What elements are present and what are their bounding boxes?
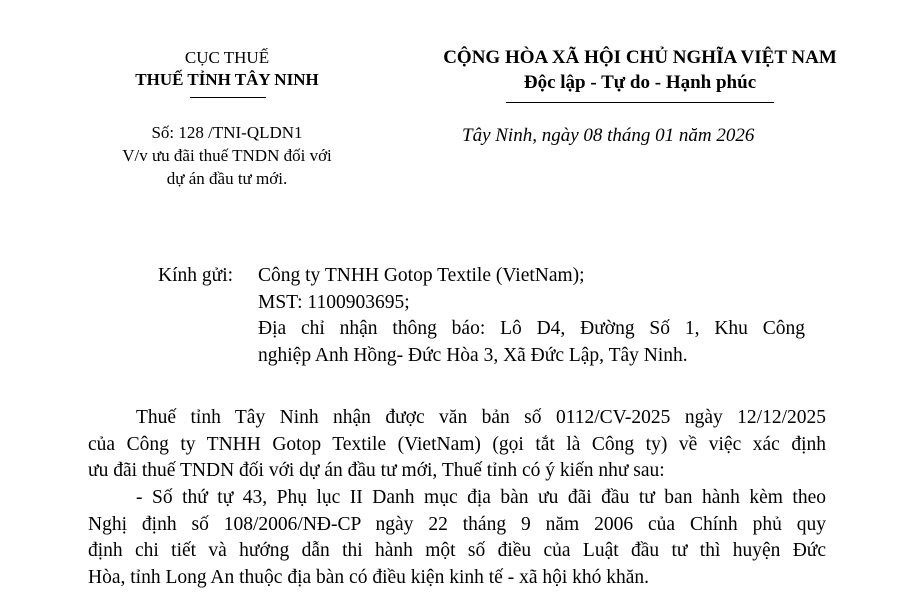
recipient-tax-code: MST: 1100903695; (258, 292, 410, 313)
body-paragraph-1-line: của Công ty TNHH Gotop Textile (VietNam) (gọi tắt là Công ty) về việc xác định (88, 433, 826, 455)
country-name: CỘNG HÒA XÃ HỘI CHỦ NGHĨA VIỆT NAM (443, 47, 837, 68)
subject-line-2: dự án đầu tư mới. (166, 169, 288, 188)
document-number: Số: 128 /TNI-QLDN1 (151, 123, 303, 142)
recipient-label: Kính gửi: (158, 265, 234, 286)
national-motto: Độc lập - Tự do - Hạnh phúc (523, 72, 757, 93)
recipient-address-line-1: Địa chỉ nhận thông báo: Lô D4, Đường Số 1, Khu Công (258, 318, 805, 339)
agency-underline (190, 97, 266, 98)
body-paragraph-2-line: - Số thứ tự 43, Phụ lục II Danh mục địa bàn ưu đãi đầu tư ban hành kèm theo (136, 487, 826, 508)
agency-name: THUẾ TỈNH TÂY NINH (135, 70, 319, 89)
place-and-date: Tây Ninh, ngày 08 tháng 01 năm 2026 (462, 125, 755, 146)
recipient-address-line-2: nghiệp Anh Hồng- Đức Hòa 3, Xã Đức Lập, Tây Ninh. (258, 345, 688, 366)
motto-underline (506, 102, 774, 103)
body-paragraph-2-line: Nghị định số 108/2006/NĐ-CP ngày 22 tháng 9 năm 2006 của Chính phủ quy (88, 513, 826, 535)
body-paragraph-1 (88, 405, 826, 485)
agency-parent: CỤC THUẾ (184, 48, 270, 67)
body-paragraph-1-line: Thuế tỉnh Tây Ninh nhận được văn bản số 0112/CV-2025 ngày 12/12/2025 (136, 407, 826, 428)
recipient-company: Công ty TNHH Gotop Textile (VietNam); (258, 265, 585, 286)
body-paragraph-2-line: Hòa, tỉnh Long An thuộc địa bàn có điều kiện kinh tế - xã hội khó khăn. (88, 566, 650, 588)
body-paragraph-2-line: định chi tiết và hướng dẫn thi hành một số điều của Luật đầu tư thì huyện Đức (88, 540, 826, 561)
body-paragraph-2 (88, 485, 826, 591)
body-paragraph-1-line: ưu đãi thuế TNDN đối với dự án đầu tư mới, Thuế tỉnh có ý kiến như sau: (88, 460, 665, 481)
subject-line-1: V/v ưu đãi thuế TNDN đối với (122, 146, 332, 165)
